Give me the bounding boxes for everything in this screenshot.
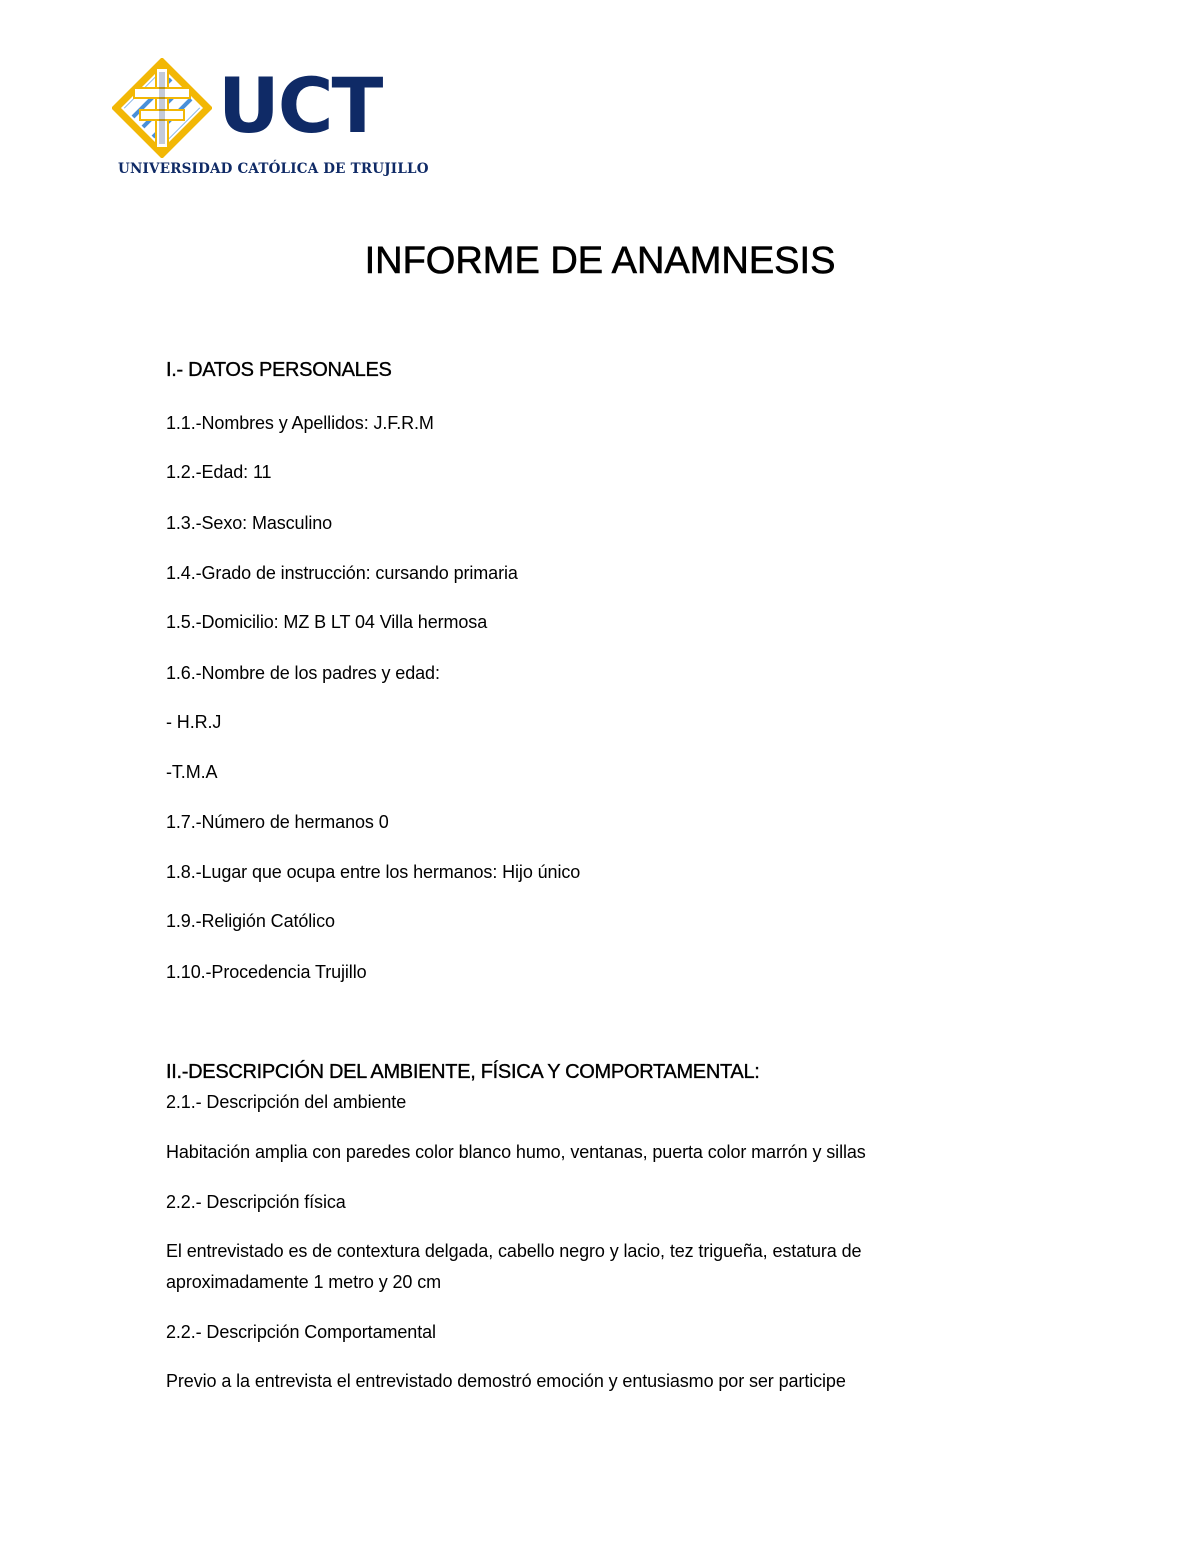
subsection-text-fisica: El entrevistado es de contextura delgada, cabello negro y lacio, tez trigueña, estatura de aproximadamente 1 metro y 20 cm xyxy=(166,1241,862,1292)
subsection-text-comportamental: Previo a la entrevista el entrevistado demostró emoción y entusiasmo por ser participe xyxy=(166,1371,846,1391)
field-value: J.F.R.M xyxy=(368,413,434,433)
field-value: 11 xyxy=(248,462,272,482)
field-label: - H.R.J xyxy=(166,712,222,732)
subsection-title-ambiente: 2.1.- Descripción del ambiente xyxy=(166,1092,407,1112)
field-label: 1.8.-Lugar que ocupa entre los hermanos: xyxy=(166,862,498,882)
field-religion xyxy=(166,909,335,933)
field-label: 1.5.-Domicilio: xyxy=(166,612,279,632)
section-heading-descripcion: II.-DESCRIPCIÓN DEL AMBIENTE, FÍSICA Y COMPORTAMENTAL: xyxy=(166,1061,760,1083)
field-label: -T.M.A xyxy=(166,762,218,782)
logo-subtitle: UNIVERSIDAD CATÓLICA DE TRUJILLO xyxy=(118,161,429,177)
field-label: 1.7.-Número de hermanos xyxy=(166,812,374,832)
field-value: cursando primaria xyxy=(370,563,518,583)
section-heading-datos-personales: I.- DATOS PERSONALES xyxy=(166,359,392,381)
field-grado xyxy=(166,561,518,585)
field-edad xyxy=(166,460,271,484)
field-label: 1.6.-Nombre de los padres y edad: xyxy=(166,663,440,683)
field-label: 1.4.-Grado de instrucción: xyxy=(166,563,371,583)
field-padre-1 xyxy=(166,710,221,734)
field-value: Trujillo xyxy=(310,962,367,982)
field-label: 1.1.-Nombres y Apellidos: xyxy=(166,413,369,433)
field-sexo xyxy=(166,511,332,535)
field-label: 1.9.-Religión xyxy=(166,911,266,931)
field-label: 1.10.-Procedencia xyxy=(166,962,311,982)
field-padres xyxy=(166,661,440,685)
field-lugar xyxy=(166,860,580,884)
field-label: 1.2.-Edad: xyxy=(166,462,249,482)
field-label: 1.3.-Sexo: xyxy=(166,513,248,533)
field-value: Hijo único xyxy=(497,862,581,882)
field-domicilio xyxy=(166,610,487,634)
field-value: 0 xyxy=(373,812,389,832)
logo-wordmark: UCT xyxy=(218,61,382,150)
subsection-text-ambiente: Habitación amplia con paredes color blanco humo, ventanas, puerta color marrón y sillas xyxy=(166,1142,866,1162)
field-padre-2 xyxy=(166,760,217,784)
field-nombres xyxy=(166,411,434,435)
subsection-title-fisica: 2.2.- Descripción física xyxy=(166,1192,346,1212)
university-logo xyxy=(112,58,429,183)
document-title: INFORME DE ANAMNESIS xyxy=(364,240,836,282)
field-value: Masculino xyxy=(247,513,333,533)
university-cross-emblem-icon xyxy=(112,58,212,158)
field-hermanos xyxy=(166,810,389,834)
field-value: Católico xyxy=(265,911,335,931)
field-procedencia xyxy=(166,960,367,984)
field-value: MZ B LT 04 Villa hermosa xyxy=(278,612,488,632)
subsection-title-comportamental: 2.2.- Descripción Comportamental xyxy=(166,1322,436,1342)
